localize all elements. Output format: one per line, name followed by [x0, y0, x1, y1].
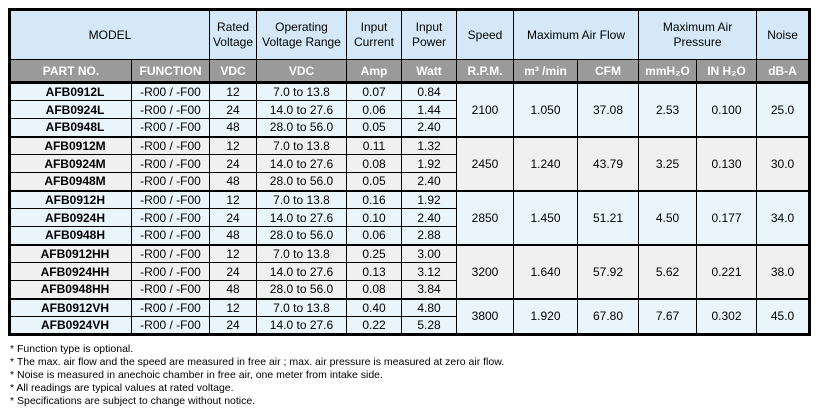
cell-pressure-inh2o: 0.100 [697, 83, 757, 137]
unit-header-range-vdc: VDC [257, 60, 347, 83]
cell-rated-vdc: 48 [210, 173, 257, 191]
cell-input-power: 3.84 [402, 281, 457, 299]
cell-input-power: 1.32 [402, 137, 457, 155]
cell-rated-vdc: 48 [210, 281, 257, 299]
unit-header-part-no: PART NO. [10, 60, 132, 83]
cell-rated-vdc: 48 [210, 227, 257, 245]
header-group-row [10, 10, 810, 60]
cell-noise-dba: 45.0 [757, 299, 810, 335]
cell-voltage-range: 14.0 to 27.6 [257, 101, 347, 119]
cell-speed-rpm: 2450 [457, 137, 514, 191]
cell-speed-rpm: 2850 [457, 191, 514, 245]
unit-header-cfm: CFM [578, 60, 639, 83]
cell-input-power: 2.40 [402, 209, 457, 227]
cell-function: -R00 / -F00 [132, 317, 210, 335]
unit-header-watt: Watt [402, 60, 457, 83]
cell-voltage-range: 7.0 to 13.8 [257, 299, 347, 317]
cell-airflow-cfm: 43.79 [578, 137, 639, 191]
header-input-current: Input Current [347, 10, 402, 60]
header-noise: Noise [757, 10, 810, 60]
cell-part-no: AFB0924VH [10, 317, 132, 335]
cell-input-current: 0.10 [347, 209, 402, 227]
cell-part-no: AFB0912M [10, 137, 132, 155]
table-row [10, 299, 810, 317]
footnote: * All readings are typical values at rated voltage. [10, 382, 234, 394]
cell-rated-vdc: 24 [210, 317, 257, 335]
cell-airflow-m3min: 1.920 [514, 299, 578, 335]
cell-part-no: AFB0912VH [10, 299, 132, 317]
table-row [10, 191, 810, 209]
unit-header-inh2o: IN H₂O [697, 60, 757, 83]
unit-header-function: FUNCTION [132, 60, 210, 83]
header-speed: Speed [457, 10, 514, 60]
cell-input-current: 0.08 [347, 281, 402, 299]
cell-pressure-mmh2o: 3.25 [639, 137, 697, 191]
cell-pressure-mmh2o: 4.50 [639, 191, 697, 245]
header-rated-voltage: Rated Voltage [210, 10, 257, 60]
cell-part-no: AFB0924HH [10, 263, 132, 281]
cell-pressure-inh2o: 0.221 [697, 245, 757, 299]
cell-voltage-range: 7.0 to 13.8 [257, 137, 347, 155]
cell-input-current: 0.08 [347, 155, 402, 173]
header-input-power: Input Power [402, 10, 457, 60]
cell-input-current: 0.16 [347, 191, 402, 209]
cell-rated-vdc: 48 [210, 119, 257, 137]
cell-function: -R00 / -F00 [132, 209, 210, 227]
footnotes [8, 336, 808, 408]
cell-voltage-range: 7.0 to 13.8 [257, 191, 347, 209]
cell-noise-dba: 25.0 [757, 83, 810, 137]
cell-pressure-inh2o: 0.302 [697, 299, 757, 335]
footnote: * The max. air flow and the speed are measured in free air ; max. air pressure is measured at zero air flow. [10, 356, 505, 368]
cell-function: -R00 / -F00 [132, 191, 210, 209]
table-row [10, 245, 810, 263]
cell-rated-vdc: 12 [210, 299, 257, 317]
cell-part-no: AFB0912H [10, 191, 132, 209]
unit-header-mmh2o: mmH₂O [639, 60, 697, 83]
cell-voltage-range: 14.0 to 27.6 [257, 317, 347, 335]
unit-header-amp: Amp [347, 60, 402, 83]
table-row [10, 83, 810, 101]
footnote: * Noise is measured in anechoic chamber in free air, one meter from intake side. [10, 369, 383, 381]
header-unit-row [10, 60, 810, 83]
cell-input-current: 0.06 [347, 227, 402, 245]
unit-header-rpm: R.P.M. [457, 60, 514, 83]
cell-noise-dba: 30.0 [757, 137, 810, 191]
cell-rated-vdc: 24 [210, 101, 257, 119]
cell-speed-rpm: 3200 [457, 245, 514, 299]
cell-noise-dba: 34.0 [757, 191, 810, 245]
cell-part-no: AFB0924M [10, 155, 132, 173]
fan-spec-table [8, 8, 811, 336]
cell-rated-vdc: 24 [210, 263, 257, 281]
cell-function: -R00 / -F00 [132, 155, 210, 173]
cell-input-power: 1.44 [402, 101, 457, 119]
cell-input-power: 0.84 [402, 83, 457, 101]
header-max-air-flow: Maximum Air Flow [514, 10, 639, 60]
cell-part-no: AFB0948M [10, 173, 132, 191]
cell-function: -R00 / -F00 [132, 137, 210, 155]
cell-pressure-inh2o: 0.130 [697, 137, 757, 191]
cell-input-current: 0.13 [347, 263, 402, 281]
header-max-air-pressure: Maximum Air Pressure [639, 10, 757, 60]
cell-input-current: 0.07 [347, 83, 402, 101]
cell-rated-vdc: 12 [210, 191, 257, 209]
cell-function: -R00 / -F00 [132, 245, 210, 263]
footnote: * Specifications are subject to change without notice. [10, 395, 256, 407]
cell-rated-vdc: 12 [210, 83, 257, 101]
cell-input-current: 0.05 [347, 119, 402, 137]
cell-voltage-range: 28.0 to 56.0 [257, 173, 347, 191]
footnote: * Function type is optional. [10, 343, 134, 355]
table-body [10, 83, 810, 335]
cell-rated-vdc: 12 [210, 245, 257, 263]
cell-part-no: AFB0948HH [10, 281, 132, 299]
cell-input-power: 2.40 [402, 173, 457, 191]
cell-voltage-range: 28.0 to 56.0 [257, 227, 347, 245]
cell-input-power: 1.92 [402, 155, 457, 173]
cell-speed-rpm: 2100 [457, 83, 514, 137]
cell-function: -R00 / -F00 [132, 119, 210, 137]
cell-rated-vdc: 24 [210, 209, 257, 227]
cell-input-power: 2.40 [402, 119, 457, 137]
cell-function: -R00 / -F00 [132, 227, 210, 245]
cell-rated-vdc: 24 [210, 155, 257, 173]
cell-airflow-m3min: 1.640 [514, 245, 578, 299]
cell-part-no: AFB0948H [10, 227, 132, 245]
cell-input-power: 4.80 [402, 299, 457, 317]
table-header [10, 10, 810, 83]
cell-pressure-mmh2o: 2.53 [639, 83, 697, 137]
cell-rated-vdc: 12 [210, 137, 257, 155]
cell-voltage-range: 7.0 to 13.8 [257, 245, 347, 263]
cell-input-current: 0.22 [347, 317, 402, 335]
cell-input-current: 0.25 [347, 245, 402, 263]
cell-pressure-mmh2o: 7.67 [639, 299, 697, 335]
header-model: MODEL [10, 10, 210, 60]
header-operating-voltage-range: Operating Voltage Range [257, 10, 347, 60]
cell-airflow-cfm: 37.08 [578, 83, 639, 137]
cell-input-power: 1.92 [402, 191, 457, 209]
cell-speed-rpm: 3800 [457, 299, 514, 335]
cell-voltage-range: 14.0 to 27.6 [257, 155, 347, 173]
table-row [10, 137, 810, 155]
unit-header-db-a: dB-A [757, 60, 810, 83]
cell-airflow-m3min: 1.050 [514, 83, 578, 137]
cell-voltage-range: 28.0 to 56.0 [257, 119, 347, 137]
cell-function: -R00 / -F00 [132, 173, 210, 191]
cell-voltage-range: 28.0 to 56.0 [257, 281, 347, 299]
cell-input-current: 0.06 [347, 101, 402, 119]
cell-voltage-range: 14.0 to 27.6 [257, 209, 347, 227]
cell-airflow-m3min: 1.240 [514, 137, 578, 191]
unit-header-m3-min: m³ /min [514, 60, 578, 83]
cell-part-no: AFB0948L [10, 119, 132, 137]
cell-airflow-cfm: 67.80 [578, 299, 639, 335]
cell-function: -R00 / -F00 [132, 83, 210, 101]
cell-part-no: AFB0924H [10, 209, 132, 227]
cell-part-no: AFB0924L [10, 101, 132, 119]
cell-part-no: AFB0912HH [10, 245, 132, 263]
cell-function: -R00 / -F00 [132, 299, 210, 317]
cell-airflow-cfm: 57.92 [578, 245, 639, 299]
cell-voltage-range: 14.0 to 27.6 [257, 263, 347, 281]
cell-input-power: 2.88 [402, 227, 457, 245]
unit-header-rated-vdc: VDC [210, 60, 257, 83]
cell-function: -R00 / -F00 [132, 263, 210, 281]
cell-input-current: 0.11 [347, 137, 402, 155]
cell-voltage-range: 7.0 to 13.8 [257, 83, 347, 101]
cell-pressure-mmh2o: 5.62 [639, 245, 697, 299]
cell-input-power: 3.12 [402, 263, 457, 281]
cell-input-current: 0.05 [347, 173, 402, 191]
cell-part-no: AFB0912L [10, 83, 132, 101]
cell-function: -R00 / -F00 [132, 281, 210, 299]
cell-airflow-cfm: 51.21 [578, 191, 639, 245]
cell-function: -R00 / -F00 [132, 101, 210, 119]
cell-airflow-m3min: 1.450 [514, 191, 578, 245]
cell-input-power: 5.28 [402, 317, 457, 335]
cell-pressure-inh2o: 0.177 [697, 191, 757, 245]
cell-input-power: 3.00 [402, 245, 457, 263]
cell-noise-dba: 38.0 [757, 245, 810, 299]
cell-input-current: 0.40 [347, 299, 402, 317]
